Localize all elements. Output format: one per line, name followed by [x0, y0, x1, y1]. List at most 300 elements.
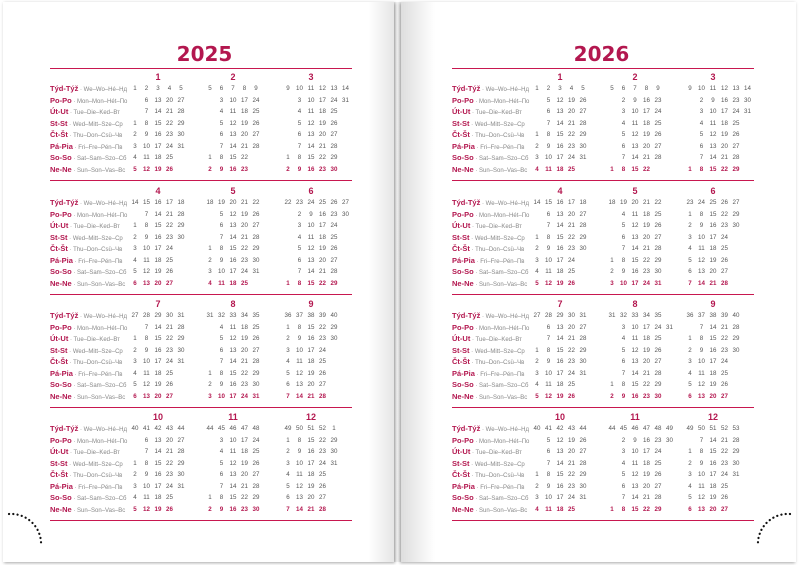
- calendar-day: 9: [144, 131, 149, 138]
- calendar-day: 13: [556, 448, 564, 455]
- calendar-day: 22: [241, 154, 248, 161]
- month-number: 11: [228, 412, 238, 422]
- calendar-day: 21: [166, 108, 173, 115]
- weekday-abbrev: Týd-Týž: [50, 84, 79, 93]
- calendar-day: 19: [154, 268, 162, 275]
- calendar-day: 10: [545, 256, 552, 264]
- calendar-day: 9: [546, 358, 551, 365]
- calendar-day: 26: [721, 381, 728, 388]
- calendar-day: 30: [744, 96, 751, 104]
- calendar-day: 24: [166, 482, 173, 490]
- calendar-day: 7: [286, 392, 290, 400]
- calendar-day: 28: [252, 482, 260, 490]
- calendar-day: 4: [621, 335, 626, 342]
- calendar-day: 25: [654, 210, 662, 218]
- calendar-day: 19: [154, 381, 162, 388]
- weekday-label: [452, 311, 529, 320]
- weekday-abbrev: St-St: [452, 118, 470, 128]
- weekday-abbrev: St-St: [452, 345, 470, 355]
- calendar-day: 20: [166, 96, 173, 104]
- week-number: 6: [621, 85, 626, 92]
- weekday-translations: · Sat–Sam–Szo–Сб: [71, 496, 127, 502]
- week-number: 28: [545, 312, 552, 319]
- week-number: 44: [206, 425, 214, 432]
- weekday-label: [452, 470, 524, 479]
- calendar-day: 18: [556, 505, 564, 513]
- calendar-day: 7: [546, 335, 551, 342]
- weekday-abbrev: Ne-Ne: [50, 504, 72, 514]
- week-number: 32: [218, 312, 225, 319]
- week-number: 5: [208, 85, 212, 92]
- calendar-day: 29: [177, 119, 185, 127]
- weekday-translations: · Tue–Die–Ked–Вт: [68, 224, 120, 230]
- calendar-day: 1: [610, 256, 614, 264]
- calendar-day: 27: [177, 436, 185, 444]
- calendar-day: 24: [166, 358, 173, 365]
- calendar-day: 6: [286, 381, 290, 388]
- calendar-day: 10: [709, 108, 717, 115]
- weekday-label: [50, 357, 122, 366]
- calendar-day: 6: [546, 448, 551, 455]
- weekday-abbrev: Út-Ut: [50, 107, 69, 116]
- month-number: 6: [710, 186, 716, 196]
- calendar-day: 23: [241, 381, 248, 388]
- calendar-day: 20: [154, 392, 162, 400]
- calendar-day: 23: [241, 256, 248, 264]
- calendar-day: 12: [698, 256, 705, 264]
- calendar-day: 2: [286, 165, 290, 173]
- calendar-day: 2: [297, 210, 302, 218]
- calendar-day: 7: [297, 268, 302, 275]
- week-number: 13: [732, 85, 740, 92]
- calendar-day: 19: [568, 96, 575, 104]
- calendar-day: 7: [286, 505, 290, 513]
- week-number: 44: [608, 425, 616, 432]
- calendar-day: 26: [252, 119, 260, 127]
- weekday-label: [50, 107, 120, 116]
- calendar-day: 12: [631, 222, 639, 229]
- calendar-day: 24: [643, 279, 650, 287]
- weekday-label: [50, 233, 123, 242]
- weekday-label: [452, 369, 524, 378]
- calendar-day: 17: [229, 268, 237, 275]
- week-number: 18: [206, 199, 214, 206]
- weekday-abbrev: So-So: [50, 153, 72, 162]
- calendar-day: 8: [546, 471, 551, 478]
- calendar-day: 16: [556, 142, 564, 150]
- calendar-day: 14: [296, 505, 303, 513]
- weekday-abbrev: Ne-Ne: [452, 391, 474, 401]
- calendar-day: 15: [631, 165, 639, 173]
- calendar-day: 25: [319, 358, 326, 365]
- calendar-day: 24: [654, 323, 662, 331]
- calendar-day: 29: [654, 381, 662, 388]
- calendar-day: 11: [307, 233, 315, 241]
- calendar-day: 12: [631, 471, 639, 478]
- calendar-day: 2: [699, 96, 704, 104]
- calendar-day: 15: [229, 245, 237, 252]
- calendar-day: 27: [654, 233, 662, 241]
- calendar-day: 26: [568, 392, 575, 400]
- weekday-abbrev: So-So: [452, 153, 474, 162]
- calendar-day: 21: [721, 154, 728, 161]
- calendar-day: 2: [535, 245, 539, 252]
- calendar-day: 13: [229, 222, 237, 229]
- weekday-abbrev: Pá-Pia: [452, 255, 475, 265]
- calendar-day: 14: [698, 279, 705, 287]
- week-number: 39: [319, 312, 326, 319]
- weekday-abbrev: Út-Ut: [50, 447, 69, 456]
- calendar-day: 28: [579, 459, 587, 467]
- calendar-day: 6: [621, 482, 626, 490]
- calendar-day: 19: [241, 459, 248, 467]
- calendar-day: 25: [252, 323, 260, 331]
- weekday-translations: · Mon–Mon–Hét–По: [473, 212, 530, 219]
- weekday-label: [50, 447, 120, 456]
- week-number: 43: [568, 425, 575, 432]
- calendar-day: 16: [709, 459, 717, 467]
- month-number: 9: [710, 299, 716, 309]
- weekday-abbrev: Po-Po: [452, 209, 474, 219]
- week-number: 27: [131, 312, 139, 319]
- calendar-day: 12: [307, 119, 315, 127]
- calendar-day: 4: [699, 119, 704, 127]
- calendar-day: 16: [154, 346, 162, 354]
- weekday-abbrev: St-St: [452, 232, 470, 242]
- calendar-day: 10: [229, 96, 237, 104]
- calendar-day: 9: [144, 471, 149, 478]
- calendar-day: 20: [643, 358, 650, 365]
- calendar-day: 5: [621, 346, 626, 354]
- calendar-day: 29: [579, 131, 587, 138]
- calendar-day: 24: [568, 154, 575, 161]
- calendar-day: 24: [732, 108, 740, 115]
- weekday-translations: · Thu–Don–Csü–Чв: [67, 247, 123, 253]
- calendar-day: 29: [177, 459, 185, 467]
- calendar-day: 9: [699, 459, 704, 467]
- calendar-day: 14: [556, 222, 564, 229]
- calendar-day: 11: [698, 482, 705, 490]
- calendar-day: 10: [620, 279, 627, 287]
- calendar-day: 7: [621, 494, 626, 501]
- calendar-day: 26: [166, 381, 173, 388]
- calendar-day: 11: [229, 323, 237, 331]
- quarter-rule: [50, 294, 352, 295]
- calendar-day: 1: [535, 131, 539, 138]
- calendar-day: 23: [568, 482, 575, 490]
- week-number: 11: [307, 85, 315, 92]
- calendar-day: 18: [556, 381, 564, 388]
- calendar-day: 3: [133, 358, 137, 365]
- calendar-day: 30: [330, 448, 338, 455]
- weekday-translations: · Sun–Son–Vas–Вс: [71, 394, 126, 401]
- calendar-day: 17: [307, 459, 315, 467]
- calendar-day: 8: [297, 154, 302, 161]
- calendar-day: 13: [631, 358, 639, 365]
- calendar-day: 31: [732, 471, 740, 478]
- month-number: 3: [308, 72, 314, 82]
- month-number: 9: [308, 299, 314, 309]
- calendar-day: 25: [568, 381, 575, 388]
- calendar-day: 24: [721, 471, 728, 478]
- calendar-day: 8: [144, 222, 149, 229]
- week-number: 4: [569, 85, 574, 92]
- calendar-day: 11: [143, 369, 150, 377]
- calendar-day: 16: [709, 346, 717, 354]
- weekday-abbrev: Čt-Št: [452, 357, 470, 366]
- calendar-day: 25: [166, 369, 173, 377]
- calendar-day: 22: [166, 119, 173, 127]
- week-number: 28: [143, 312, 150, 319]
- calendar-day: 6: [621, 142, 626, 150]
- weekday-label: [50, 346, 123, 355]
- week-number: 40: [533, 425, 541, 432]
- week-number: 39: [721, 312, 728, 319]
- calendar-day: 25: [330, 233, 338, 241]
- calendar-day: 4: [286, 358, 290, 365]
- calendar-day: 1: [286, 154, 290, 161]
- calendar-day: 22: [568, 131, 575, 138]
- calendar-day: 6: [297, 131, 302, 138]
- calendar-day: 27: [252, 346, 260, 354]
- weekday-abbrev: Út-Ut: [452, 334, 471, 343]
- calendar-day: 18: [154, 154, 162, 161]
- calendar-day: 1: [133, 459, 137, 467]
- week-number: 46: [229, 425, 237, 432]
- calendar-day: 23: [166, 346, 173, 354]
- calendar-day: 13: [631, 233, 639, 241]
- calendar-day: 24: [568, 256, 575, 264]
- calendar-day: 26: [732, 131, 740, 138]
- calendar-day: 11: [709, 119, 717, 127]
- calendar-day: 29: [654, 505, 662, 513]
- calendar-day: 27: [166, 279, 173, 287]
- calendar-day: 4: [297, 233, 302, 241]
- weekday-translations: · Tue–Die–Ked–Вт: [470, 337, 522, 343]
- calendar-day: 28: [579, 222, 587, 229]
- calendar-day: 16: [643, 436, 650, 444]
- calendar-day: 21: [568, 459, 575, 467]
- calendar-day: 17: [643, 448, 650, 455]
- weekday-abbrev: Po-Po: [452, 95, 474, 105]
- calendar-day: 25: [568, 505, 575, 513]
- calendar-day: 26: [654, 131, 662, 138]
- calendar-day: 26: [252, 335, 260, 342]
- calendar-day: 2: [688, 346, 692, 354]
- calendar-day: 5: [286, 369, 290, 377]
- calendar-day: 9: [219, 381, 224, 388]
- week-number: 2: [144, 85, 149, 92]
- weekday-translations: · We–Wo–Hé–Нд: [78, 314, 127, 320]
- week-number: 5: [581, 85, 585, 92]
- calendar-day: 16: [307, 335, 315, 342]
- calendar-day: 14: [556, 335, 564, 342]
- weekday-translations: · Wed–Mitt–Sze–Ср: [469, 235, 525, 242]
- weekday-translations: · Tue–Die–Ked–Вт: [68, 337, 120, 343]
- week-number: 49: [666, 425, 673, 432]
- calendar-day: 14: [631, 369, 639, 377]
- weekday-label: [50, 311, 127, 320]
- calendar-day: 26: [721, 256, 728, 264]
- week-number: 5: [179, 85, 183, 92]
- week-number: 24: [307, 199, 315, 206]
- calendar-day: 9: [309, 210, 313, 218]
- quarter-rule: [50, 180, 352, 181]
- calendar-day: 30: [252, 381, 260, 388]
- calendar-day: 16: [229, 381, 237, 388]
- calendar-day: 13: [307, 256, 315, 264]
- calendar-day: 25: [252, 448, 260, 455]
- calendar-day: 22: [568, 233, 575, 241]
- calendar-day: 21: [568, 119, 575, 127]
- weekday-abbrev: Ne-Ne: [50, 278, 72, 288]
- weekday-translations: · Sat–Sam–Szo–Сб: [473, 496, 529, 502]
- weekday-label: [50, 334, 120, 343]
- calendar-day: 28: [330, 268, 338, 275]
- calendar-day: 3: [133, 245, 137, 252]
- calendar-day: 4: [535, 165, 539, 173]
- calendar-day: 7: [699, 154, 704, 161]
- week-number: 49: [686, 425, 694, 432]
- weekday-abbrev: Po-Po: [50, 322, 72, 332]
- month-number: 10: [554, 412, 565, 422]
- calendar-day: 1: [133, 222, 137, 229]
- calendar-day: 20: [241, 471, 248, 478]
- calendar-day: 21: [307, 392, 315, 400]
- weekday-label: [452, 323, 529, 332]
- calendar-day: 24: [241, 392, 248, 400]
- calendar-day: 7: [546, 119, 551, 127]
- week-number: 50: [296, 425, 303, 432]
- calendar-day: 18: [241, 448, 248, 455]
- quarter-block: [50, 186, 350, 296]
- week-number: 9: [286, 85, 290, 92]
- calendar-day: 26: [319, 369, 326, 377]
- weekday-abbrev: Pá-Pia: [452, 481, 475, 491]
- week-number: 47: [241, 425, 248, 432]
- calendar-day: 22: [166, 335, 173, 342]
- quarter-rule: [50, 407, 352, 408]
- weekday-translations: · Wed–Mitt–Sze–Ср: [469, 461, 525, 468]
- calendar-day: 26: [166, 165, 173, 173]
- calendar-day: 16: [229, 505, 237, 513]
- calendar-day: 14: [154, 448, 162, 455]
- calendar-day: 25: [252, 108, 260, 115]
- calendar-day: 23: [319, 448, 326, 455]
- weekday-translations: · Fri–Fre–Pén–Пв: [474, 484, 525, 491]
- calendar-day: 28: [177, 210, 185, 218]
- calendar-day: 9: [621, 268, 626, 275]
- weekday-label: [50, 482, 122, 491]
- calendar-day: 13: [154, 436, 162, 444]
- calendar-day: 16: [643, 96, 650, 104]
- weekday-translations: · Wed–Mitt–Sze–Ср: [67, 461, 123, 468]
- calendar-day: 25: [721, 245, 728, 252]
- calendar-day: 26: [166, 505, 173, 513]
- calendar-day: 15: [154, 335, 162, 342]
- calendar-day: 30: [579, 482, 587, 490]
- calendar-day: 26: [568, 279, 575, 287]
- weekday-label: [452, 447, 522, 456]
- week-number: 27: [732, 199, 740, 206]
- calendar-day: 22: [643, 505, 650, 513]
- weekday-abbrev: Týd-Týž: [452, 424, 481, 433]
- calendar-day: 8: [546, 131, 551, 138]
- calendar-day: 5: [621, 471, 626, 478]
- calendar-day: 1: [286, 436, 290, 444]
- calendar-day: 23: [568, 142, 575, 150]
- calendar-day: 27: [330, 256, 338, 264]
- calendar-day: 13: [229, 346, 237, 354]
- calendar-day: 22: [241, 494, 248, 501]
- calendar-day: 21: [241, 358, 248, 365]
- calendar-day: 14: [631, 245, 639, 252]
- calendar-day: 24: [568, 494, 575, 501]
- calendar-day: 27: [252, 222, 260, 229]
- calendar-day: 9: [621, 392, 626, 400]
- weekday-translations: · We–Wo–Hé–Нд: [480, 87, 529, 93]
- weekday-abbrev: Ne-Ne: [452, 504, 474, 514]
- weekday-label: [452, 221, 522, 230]
- week-number: 43: [166, 425, 173, 432]
- calendar-day: 3: [535, 256, 539, 264]
- calendar-day: 3: [133, 142, 137, 150]
- calendar-day: 5: [297, 119, 302, 127]
- calendar-day: 19: [643, 346, 650, 354]
- quarter-block: [50, 72, 350, 182]
- weekday-label: [50, 256, 122, 265]
- calendar-day: 15: [307, 323, 315, 331]
- weekday-abbrev: So-So: [452, 493, 474, 502]
- calendar-day: 4: [621, 210, 626, 218]
- calendar-day: 28: [654, 494, 662, 501]
- calendar-day: 6: [546, 108, 551, 115]
- calendar-day: 23: [721, 459, 728, 467]
- calendar-day: 4: [286, 471, 290, 478]
- calendar-day: 20: [319, 131, 326, 138]
- calendar-day: 28: [252, 142, 260, 150]
- calendar-day: 17: [154, 482, 162, 490]
- calendar-day: 22: [319, 436, 326, 444]
- week-number: 22: [252, 199, 260, 206]
- year-rule: [452, 68, 754, 69]
- month-number: 11: [630, 412, 640, 422]
- week-number: 3: [156, 85, 160, 92]
- week-number: 35: [654, 312, 662, 319]
- calendar-day: 17: [709, 233, 717, 241]
- calendar-day: 30: [732, 346, 740, 354]
- week-number: 2: [546, 85, 551, 92]
- calendar-day: 3: [286, 346, 290, 354]
- weekday-translations: · We–Wo–Hé–Нд: [78, 87, 127, 93]
- calendar-day: 2: [208, 505, 212, 513]
- calendar-day: 13: [556, 210, 564, 218]
- calendar-day: 10: [698, 358, 705, 365]
- calendar-day: 28: [319, 505, 326, 513]
- calendar-day: 17: [307, 346, 315, 354]
- calendar-day: 26: [654, 222, 662, 229]
- month-number: 3: [710, 72, 716, 82]
- calendar-day: 20: [568, 210, 575, 218]
- calendar-day: 9: [711, 96, 715, 104]
- calendar-day: 5: [133, 165, 137, 173]
- week-number: 48: [252, 425, 260, 432]
- week-number: 47: [643, 425, 650, 432]
- calendar-day: 22: [241, 369, 248, 377]
- month-number: 1: [557, 72, 563, 82]
- year-title: 2025: [176, 42, 233, 66]
- weekday-abbrev: So-So: [50, 380, 72, 389]
